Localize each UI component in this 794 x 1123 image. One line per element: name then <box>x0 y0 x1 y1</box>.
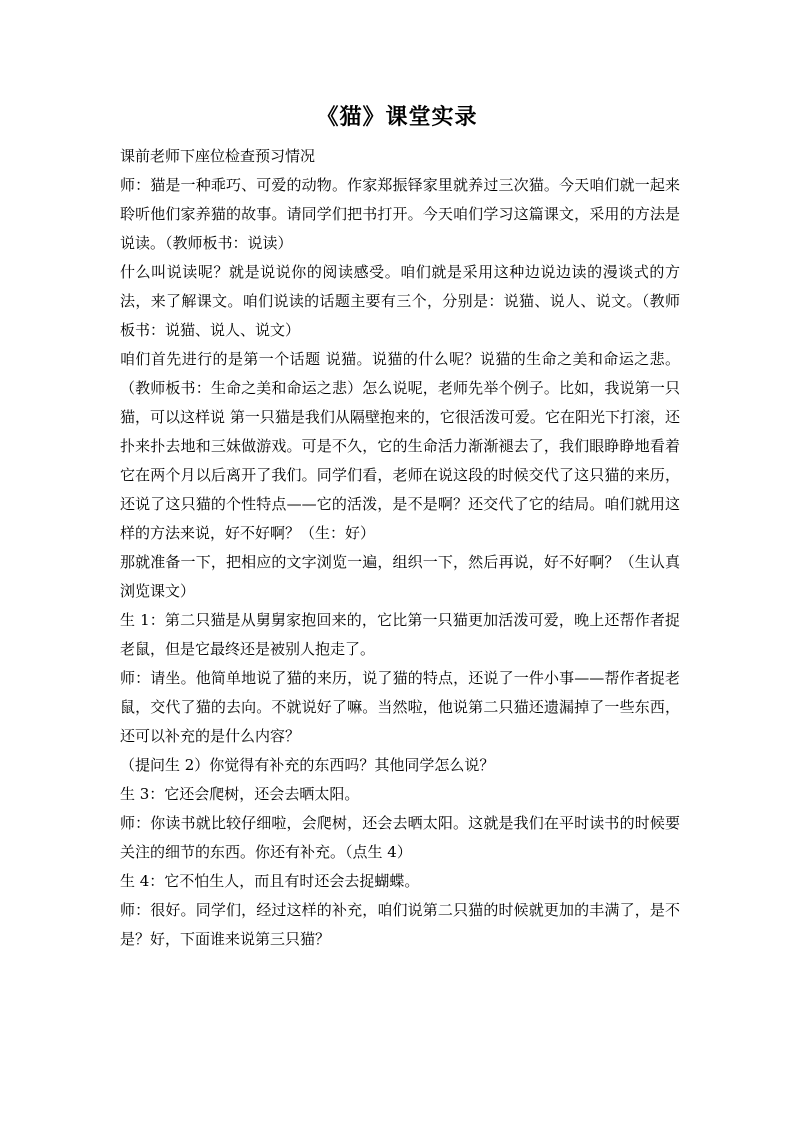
paragraph-teacher-comment-3: 师：很好。同学们，经过这样的补充，咱们说第二只猫的时候就更加的丰满了，是不是？好，下面谁来说第三只猫？ <box>120 901 680 948</box>
document-title: 《猫》课堂实录 <box>316 104 478 130</box>
paragraph-question-student-2: （提问生 2）你觉得有补充的东西吗？其他同学怎么说？ <box>120 756 495 774</box>
paragraph-teacher-comment-2: 师：你读书就比较仔细啦，会爬树，还会去晒太阳。这就是我们在平时读书的时候要关注的细节的东西。你还有补充。（点生 4） <box>120 814 680 861</box>
paragraph-prepare: 那就准备一下，把相应的文字浏览一遍，组织一下，然后再说，好不好啊？（生认真浏览课文） <box>120 553 680 600</box>
paragraph-student-3: 生 3：它还会爬树，还会去晒太阳。 <box>120 785 360 803</box>
document-body <box>120 142 680 954</box>
paragraph-first-topic: 咱们首先进行的是第一个话题 说猫。说猫的什么呢？说猫的生命之美和命运之悲。（教师板书：生命之美和命运之悲）怎么说呢，老师先举个例子。比如，我说第一只猫，可以这样说 第一只猫是我们从隔壁抱来的，它很活泼可爱。它在阳光下打滚，还扑来扑去地和三妹做游戏。可是不久，它的生命活力渐渐褪去了，我们眼睁睁地看着它在两个月以后离开了我们。同学们看，老师在说这段的时候交代了这只猫的来历，还说了这只猫的个性特点——它的活泼，是不是啊？还交代了它的结局。咱们就用这样的方法来说，好不好啊？（生：好） <box>120 350 680 542</box>
paragraph-teacher-comment-1: 师：请坐。他简单地说了猫的来历，说了猫的特点，还说了一件小事——帮作者捉老鼠，交代了猫的去向。不就说好了嘛。当然啦，他说第二只猫还遗漏掉了一些东西，还可以补充的是什么内容？ <box>120 669 680 745</box>
paragraph-teacher-intro: 师：猫是一种乖巧、可爱的动物。作家郑振铎家里就养过三次猫。今天咱们就一起来聆听他们家养猫的故事。请同学们把书打开。今天咱们学习这篇课文，采用的方法是说读。（教师板书：说读） <box>120 176 680 252</box>
paragraph-preview-check: 课前老师下座位检查预习情况 <box>120 147 316 165</box>
paragraph-student-4: 生 4：它不怕生人，而且有时还会去捉蝴蝶。 <box>120 872 420 890</box>
paragraph-what-is-shuodu: 什么叫说读呢？就是说说你的阅读感受。咱们就是采用这种边说边读的漫谈式的方法，来了解课文。咱们说读的话题主要有三个，分别是：说猫、说人、说文。（教师板书：说猫、说人、说文） <box>120 263 680 339</box>
paragraph-student-1: 生 1：第二只猫是从舅舅家抱回来的，它比第一只猫更加活泼可爱，晚上还帮作者捉老鼠，但是它最终还是被别人抱走了。 <box>120 611 680 658</box>
